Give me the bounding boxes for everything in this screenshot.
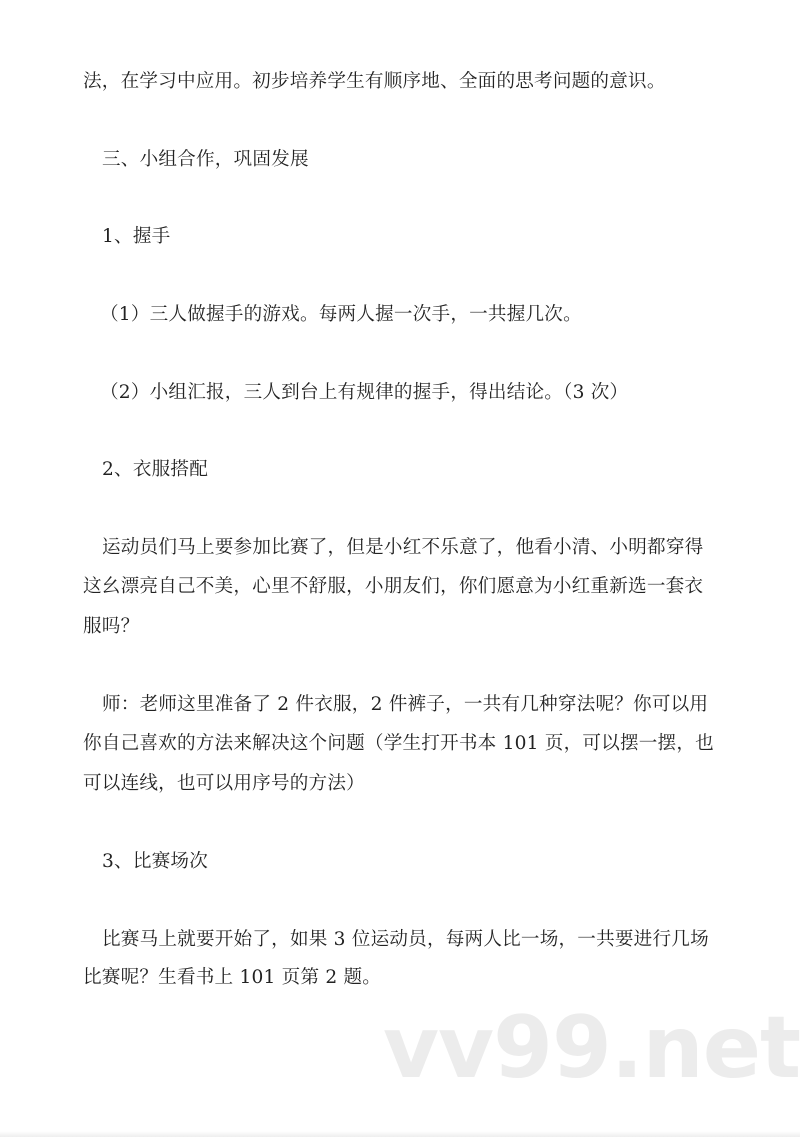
paragraph-line: 服吗？ [83, 616, 140, 637]
page-bottom-edge [0, 1131, 800, 1137]
paragraph-line: 师：老师这里准备了 2 件衣服，2 件裤子，一共有几种穿法呢？你可以用 [102, 694, 709, 715]
paragraph-line: 你自己喜欢的方法来解决这个问题（学生打开书本 101 页，可以摆一摆，也 [83, 733, 714, 754]
list-item: （2）小组汇报，三人到台上有规律的握手，得出结论。（3 次） [100, 382, 629, 403]
paragraph-line: 比赛马上就要开始了，如果 3 位运动员，每两人比一场，一共要进行几场 [102, 929, 709, 950]
subsection-heading: 1、握手 [102, 226, 171, 247]
paragraph-line: 法，在学习中应用。初步培养学生有顺序地、全面的思考问题的意识。 [83, 71, 666, 92]
paragraph-line: 可以连线，也可以用序号的方法） [83, 773, 365, 794]
subsection-heading: 3、比赛场次 [102, 851, 208, 872]
watermark: vv99.net [383, 998, 800, 1098]
paragraph-line: 比赛呢？生看书上 101 页第 2 题。 [83, 967, 382, 988]
paragraph-line: 运动员们马上要参加比赛了，但是小红不乐意了，他看小清、小明都穿得 [102, 537, 704, 558]
list-item: （1）三人做握手的游戏。每两人握一次手，一共握几次。 [100, 304, 582, 325]
paragraph-line: 这幺漂亮自己不美，心里不舒服，小朋友们，你们愿意为小红重新选一套衣 [83, 576, 704, 597]
section-heading: 三、小组合作，巩固发展 [102, 149, 309, 170]
subsection-heading: 2、衣服搭配 [102, 459, 208, 480]
